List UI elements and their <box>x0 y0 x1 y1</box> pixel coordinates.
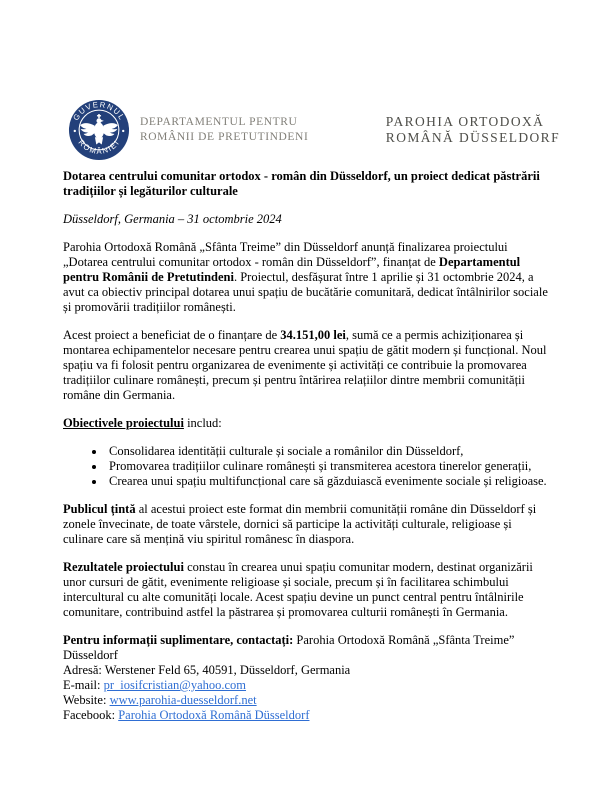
text-run: Publicul țintă <box>63 502 136 516</box>
text-run: Rezultatele proiectului <box>63 560 184 574</box>
parish-name <box>386 114 560 146</box>
parish-name-line2: ROMÂNĂ DÜSSELDORF <box>385 130 560 145</box>
parish-name-line1: PAROHIA ORTODOXĂ <box>385 114 545 130</box>
text-run: , sumă ce a permis achiziționarea și montarea echipamentelor necesare pentru crearea unui spațiu de gătit modern și funcțional. Noul spațiu va fi folosit pentru organizarea de evenimente și activități ce contribuie la promovarea tradițiilor culinare românești, precum și pentru întărirea relațiilor dintre membrii comunității române din Germania. <box>63 328 547 402</box>
document-body <box>63 240 549 723</box>
contact-block <box>63 633 549 723</box>
results-paragraph <box>63 560 549 620</box>
contact-line <box>63 663 549 678</box>
text-run: Adresă: Werstener Feld 65, 40591, Düsseldorf, Germania <box>63 663 351 677</box>
text-run: Departamentul pentru Românii de Pretutindeni <box>63 255 521 284</box>
text-run: constau în crearea unui spațiu comunitar modern, destinat organizării unor cursuri de gătit, evenimente religioase și sociale, precum și în facilitarea schimbului intercultural cu alte comunități locale. Acest spațiu devine un punct central pentru întâlnirile comunitare, contribuind astfel la păstrarea și promovarea culturii românești în Germania. <box>63 560 533 619</box>
text-run: Parohia Ortodoxă Română „Sfânta Treime” Düsseldorf <box>63 633 515 662</box>
department-name <box>140 115 308 145</box>
text-run: Obiectivele proiectului <box>63 416 184 430</box>
letterhead <box>68 99 560 161</box>
department-name-line2: ROMÂNII DE PRETUTINDENI <box>140 131 309 143</box>
text-run: 34.151,00 lei <box>280 328 346 342</box>
text-run: Website: <box>63 693 110 707</box>
document-content <box>63 169 549 723</box>
document-title: Dotarea centrului comunitar ortodox - român din Düsseldorf, un proiect dedicat păstrării tradițiilor și legăturilor culturale <box>63 169 540 198</box>
website-link[interactable]: www.parohia-duesseldorf.net <box>109 693 257 707</box>
seal-arc-bottom-text: ROMÂNIEI <box>76 137 122 156</box>
department-name-line1: DEPARTAMENTUL PENTRU <box>140 115 298 128</box>
contact-line <box>63 678 549 693</box>
objectives-list <box>63 444 549 489</box>
text-run: includ: <box>183 416 222 430</box>
text-run: . Proiectul, desfășurat între 1 aprilie și 31 octombrie 2024, a avut ca obiectiv principal dotarea unui spațiu de bucătărie comunitară, dedicat întâlnirilor sociale și promovării tradițiilor românești. <box>63 270 548 314</box>
target-audience-paragraph <box>63 502 549 547</box>
email-link[interactable]: pr_iosifcristian@yahoo.com <box>103 678 247 692</box>
list-item: • Consolidarea identității culturale și sociale a românilor din Düsseldorf, <box>106 444 549 459</box>
funding-paragraph <box>63 328 549 403</box>
list-item: • Crearea unui spațiu multifuncțional care să găzduiască evenimente sociale și religioase. <box>106 474 549 489</box>
contact-line <box>63 693 549 708</box>
text-run: E-mail: <box>63 678 104 692</box>
intro-paragraph <box>63 240 549 315</box>
text-run: Acest proiect a beneficiat de o finanțare de <box>63 328 281 342</box>
contact-line <box>63 633 549 663</box>
seal-left-dot <box>74 130 76 132</box>
contact-line <box>63 708 549 723</box>
text-run: Parohia Ortodoxă Română „Sfânta Treime” din Düsseldorf anunță finalizarea proiectului „Dotarea centrului comunitar ortodox - român din Düsseldorf”, finanțat de <box>63 240 508 269</box>
seal-arc-top-text: GUVERNUL <box>71 100 127 123</box>
facebook-link[interactable]: Parohia Ortodoxă Română Düsseldorf <box>118 708 310 722</box>
dateline: Düsseldorf, Germania – 31 octombrie 2024 <box>63 212 282 226</box>
government-brand <box>68 99 308 161</box>
text-run: Facebook: <box>63 708 119 722</box>
text-run: al acestui proiect este format din membrii comunității române din Düsseldorf și zonele învecinate, de toate vârstele, dornici să participe la activități culturale, religioase și culinare care să mențină viu spiritul românesc în diaspora. <box>63 502 537 546</box>
objectives-heading <box>63 416 549 431</box>
seal-right-dot <box>122 130 124 132</box>
text-run: Pentru informații suplimentare, contactați: <box>63 633 294 647</box>
government-seal-logo <box>68 99 130 161</box>
list-item: • Promovarea tradițiilor culinare românești și transmiterea acestora tinerelor generații, <box>106 459 549 474</box>
